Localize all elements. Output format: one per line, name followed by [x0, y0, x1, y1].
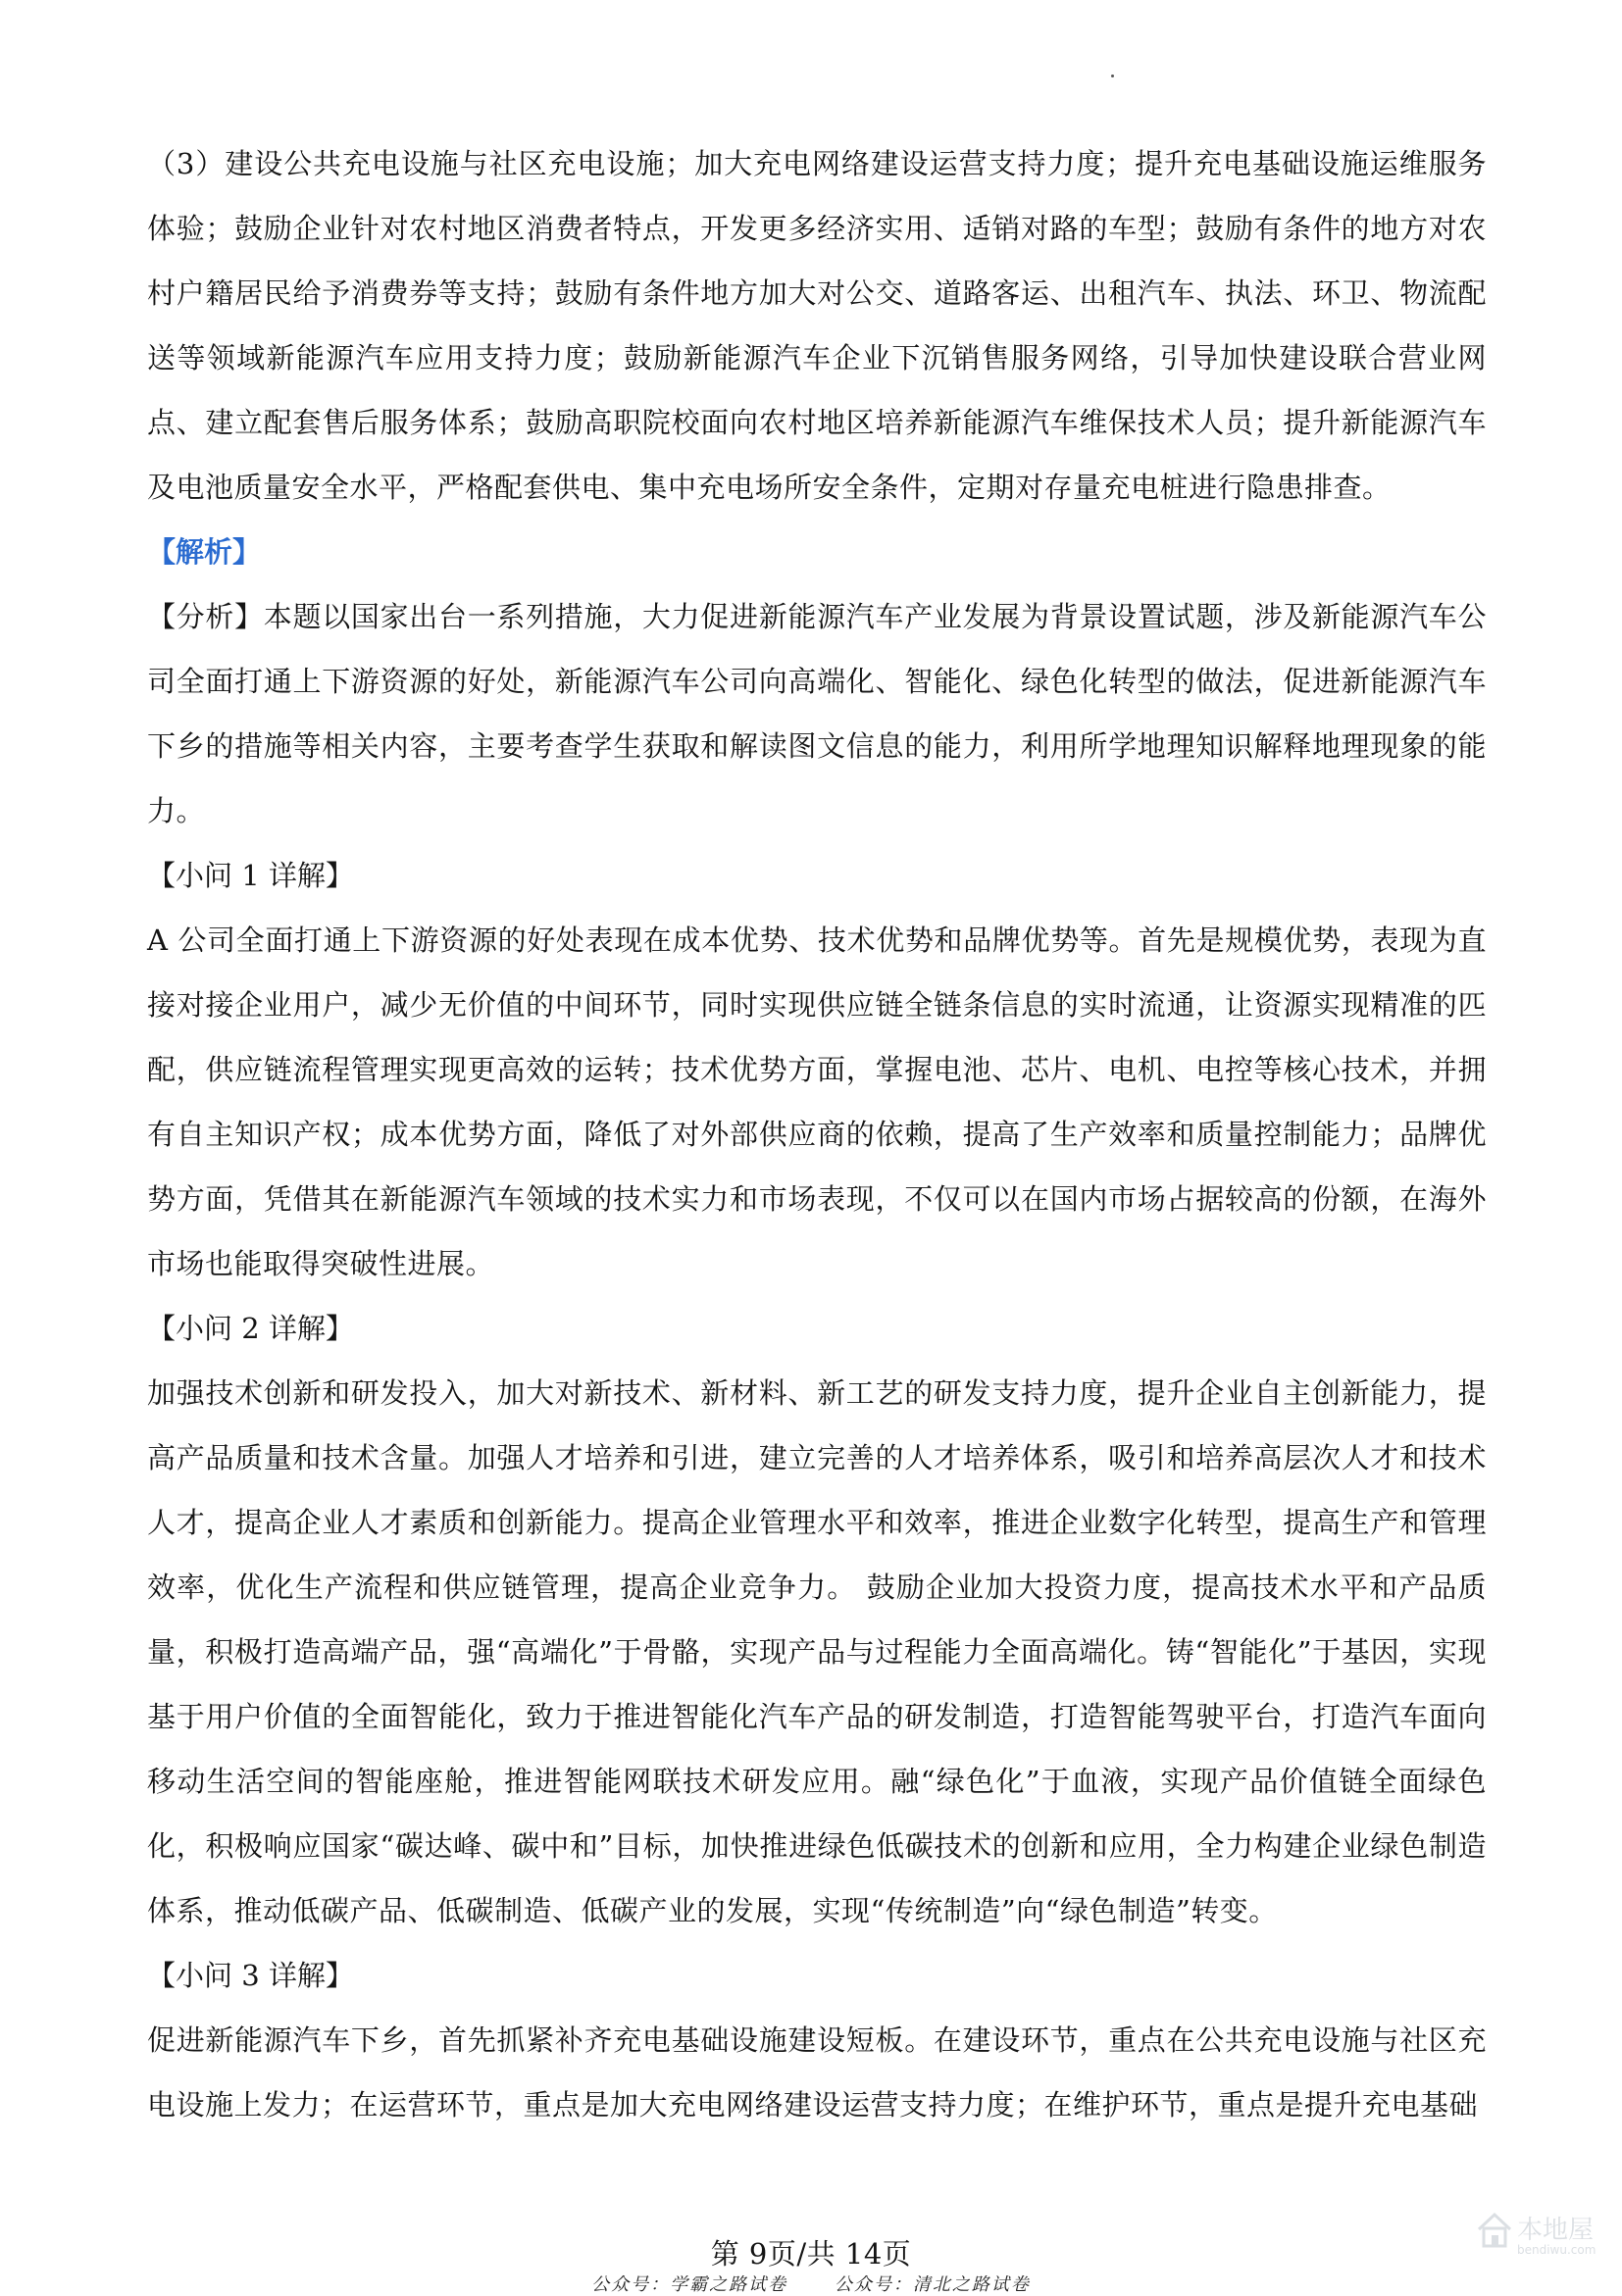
watermark-logo [1476, 2206, 1603, 2265]
q3-heading: 【小问 3 详解】 [147, 1959, 354, 1992]
house-icon [1476, 2210, 1513, 2249]
watermark-sub: bendiwu.com [1517, 2243, 1597, 2257]
analysis-paragraph: 【分析】本题以国家出台一系列措施，大力促进新能源汽车产业发展为背景设置试题，涉及新能源汽车公司全面打通上下游资源的好处，新能源汽车公司向高端化、智能化、绿色化转型的做法，促进新能源汽车下乡的措施等相关内容，主要考查学生获取和解读图文信息的能力，利用所学地理知识解释地理现象的能力。 [147, 600, 1487, 827]
q2-heading: 【小问 2 详解】 [147, 1312, 354, 1345]
q3-answer-paragraph: （3）建设公共充电设施与社区充电设施；加大充电网络建设运营支持力度；提升充电基础设施运维服务体验；鼓励企业针对农村地区消费者特点，开发更多经济实用、适销对路的车型；鼓励有条件的地方对农村户籍居民给予消费券等支持；鼓励有条件地方加大对公交、道路客运、出租汽车、执法、环卫、物流配送等领域新能源汽车应用支持力度；鼓励新能源汽车企业下沉销售服务网络，引导加快建设联合营业网点、建立配套售后服务体系；鼓励高职院校面向农村地区培养新能源汽车维保技术人员；提升新能源汽车及电池质量安全水平，严格配套供电、集中充电场所安全条件，定期对存量充电桩进行隐患排查。 [147, 147, 1487, 504]
scan-speck [1111, 75, 1114, 77]
watermark-text: 本地屋 [1517, 2216, 1595, 2245]
footer-note-right: 公众号：清北之路试卷 [834, 2274, 1031, 2295]
q1-heading: 【小问 1 详解】 [147, 859, 354, 892]
footer-note [0, 2271, 1622, 2296]
q3-body-paragraph: 促进新能源汽车下乡，首先抓紧补齐充电基础设施建设短板。在建设环节，重点在公共充电设施与社区充电设施上发力；在运营环节，重点是加大充电网络建设运营支持力度；在维护环节，重点是提升充电基础 [147, 2023, 1487, 2121]
q2-body-paragraph: 加强技术创新和研发投入，加大对新技术、新材料、新工艺的研发支持力度，提升企业自主创新能力，提高产品质量和技术含量。加强人才培养和引进，建立完善的人才培养体系，吸引和培养高层次人才和技术人才，提高企业人才素质和创新能力。提高企业管理水平和效率，推进企业数字化转型，提高生产和管理效率，优化生产流程和供应链管理，提高企业竞争力。 鼓励企业加大投资力度，提高技术水平和产品质量，积极打造高端产品，强“高端化”于骨骼，实现产品与过程能力全面高端化。铸“智能化”于基因，实现基于用户价值的全面智能化，致力于推进智能化汽车产品的研发制造，打造智能驾驶平台，打造汽车面向移动生活空间的智能座舱，推进智能网联技术研发应用。融“绿色化”于血液，实现产品价值链全面绿色化，积极响应国家“碳达峰、碳中和”目标，加快推进绿色低碳技术的创新和应用，全力构建企业绿色制造体系，推动低碳产品、低碳制造、低碳产业的发展，实现“传统制造”向“绿色制造”转变。 [147, 1376, 1487, 1927]
page-number: 第 9页/共 14页 [710, 2237, 912, 2271]
main-content [147, 131, 1487, 2137]
footer-note-left: 公众号：学霸之路试卷 [591, 2274, 788, 2295]
q1-body-paragraph: A 公司全面打通上下游资源的好处表现在成本优势、技术优势和品牌优势等。首先是规模优势，表现为直接对接企业用户，减少无价值的中间环节，同时实现供应链全链条信息的实时流通，让资源实现精准的匹配，供应链流程管理实现更高效的运转；技术优势方面，掌握电池、芯片、电机、电控等核心技术，并拥有自主知识产权；成本优势方面，降低了对外部供应商的依赖，提高了生产效率和质量控制能力；品牌优势方面，凭借其在新能源汽车领域的技术实力和市场表现，不仅可以在国内市场占据较高的份额，在海外市场也能取得突破性进展。 [147, 923, 1487, 1280]
jiexi-heading: 【解析】 [147, 535, 262, 569]
